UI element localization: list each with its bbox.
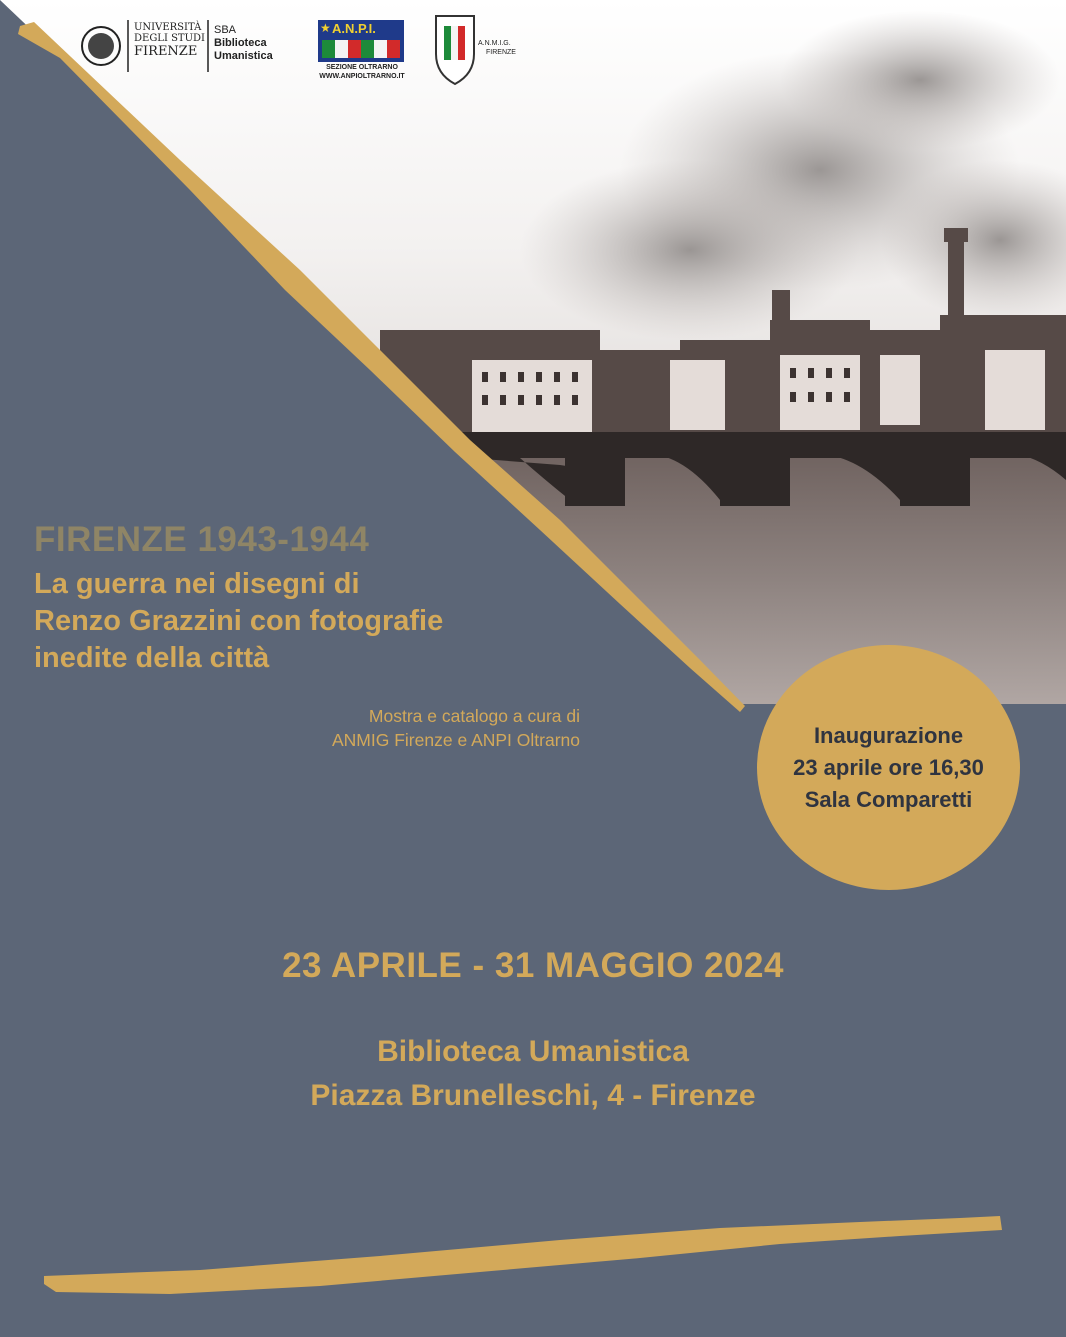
inauguration-room: Sala Comparetti [804, 786, 973, 812]
exhibition-dates: 23 APRILE - 31 MAGGIO 2024 [282, 946, 784, 985]
anmig-logo [430, 14, 530, 86]
anpi-star-icon: ★ [320, 21, 331, 35]
anpi-logo [312, 18, 412, 84]
venue-address: Piazza Brunelleschi, 4 - Firenze [310, 1079, 756, 1112]
anmig-city: FIRENZE [486, 49, 516, 56]
unifi-line2: DEGLI STUDI [134, 33, 205, 44]
subtitle-line1: La guerra nei disegni di [34, 568, 360, 600]
venue [0, 1030, 1066, 1118]
unifi-logo [80, 16, 300, 76]
library-line1: Biblioteca [214, 37, 267, 49]
exhibition-subtitle [34, 566, 634, 677]
sba-label: SBA [214, 24, 237, 36]
venue-name: Biblioteca Umanistica [377, 1035, 689, 1068]
anmig-name: A.N.M.I.G. [478, 40, 511, 47]
curator-credit [200, 704, 580, 752]
curator-line2: ANMIG Firenze e ANPI Oltrarno [332, 730, 580, 750]
exhibition-title: FIRENZE 1943-1944 [34, 520, 370, 559]
inauguration-badge [757, 645, 1020, 890]
unifi-line1: UNIVERSITÀ [134, 22, 202, 33]
subtitle-line2: Renzo Grazzini con fotografie [34, 605, 444, 637]
anpi-url: WWW.ANPIOLTRARNO.IT [319, 73, 405, 80]
inauguration-datetime: 23 aprile ore 16,30 [793, 754, 984, 780]
anpi-section: SEZIONE OLTRARNO [326, 64, 398, 71]
anpi-name: A.N.P.I. [332, 21, 376, 36]
library-line2: Umanistica [214, 50, 273, 62]
subtitle-line3: inedite della città [34, 642, 270, 674]
unifi-line3: FIRENZE [134, 44, 198, 59]
title-block [34, 518, 634, 677]
inauguration-label: Inaugurazione [813, 722, 964, 748]
gold-bottom-stroke [44, 1216, 1002, 1294]
curator-line1: Mostra e catalogo a cura di [368, 706, 580, 726]
